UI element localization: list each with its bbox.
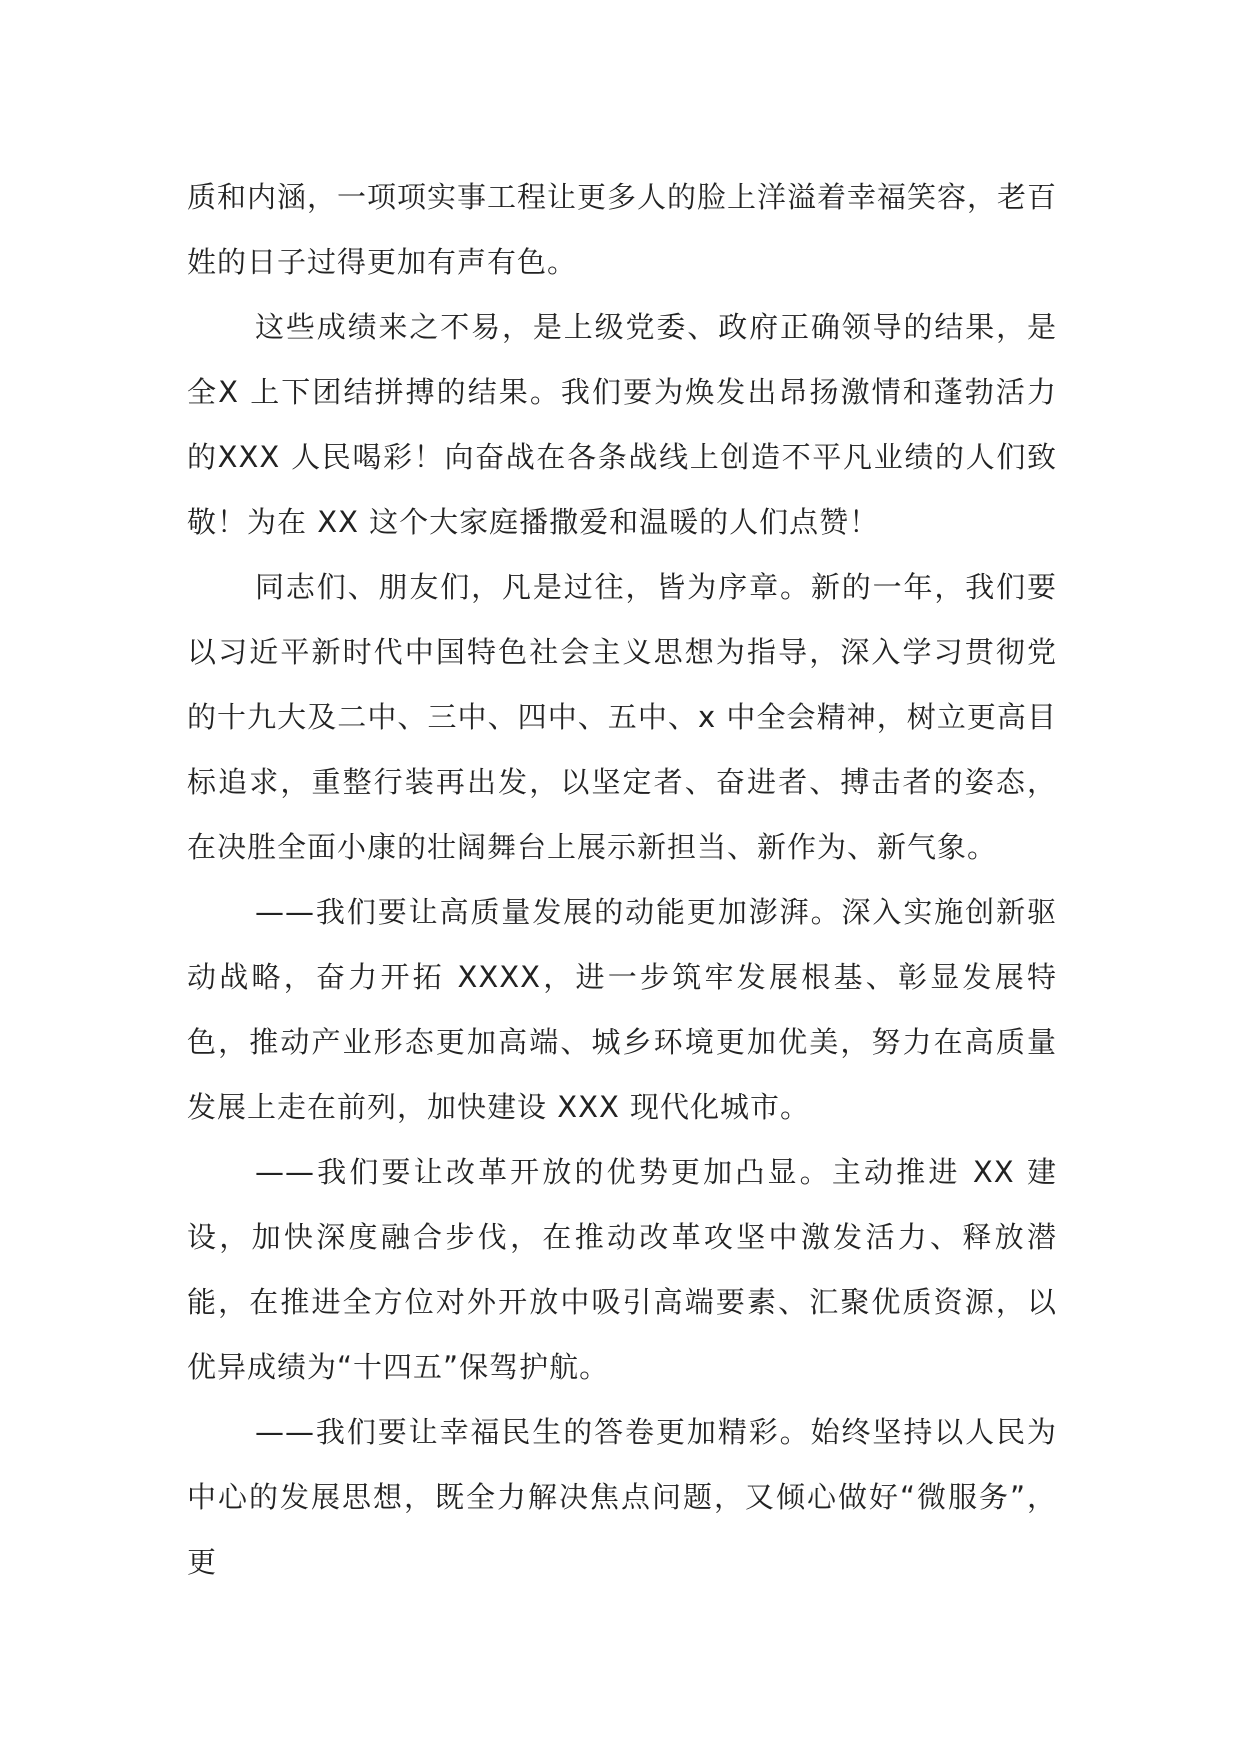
text-line: 为在 XX 这个大家庭播撒爱和温暖的人们点赞！ [247, 505, 880, 539]
text-line: 这些成绩来之不易，是上级党委、政府正确领导的结果，是全 [187, 310, 1057, 409]
text-line: 同志们、朋友们，凡是过往，皆为序章。新的一年，我们要以 [187, 570, 1057, 669]
text-line: 姓的日子过得更加有声有色。 [187, 245, 578, 279]
text-line: 战略，奋力开拓 XXXX，进一步筑牢发展根基、彰显发展特色，推 [187, 960, 1057, 1059]
text-line: 心的发展思想，既全力解决焦点问题，又倾心做好“微服务”，更 [187, 1480, 1057, 1579]
text-line: 进全方位对外开放中吸引高端要素、汇聚优质资源，以优异成绩为 [187, 1285, 1057, 1384]
text-line: 求，重整行装再出发，以坚定者、奋进者、搏击者的姿态，在决胜 [187, 765, 1057, 864]
text-line: ——我们要让改革开放的优势更加凸显。主动推进 XX 建设， [187, 1155, 1057, 1254]
text-line: 加快深度融合步伐，在推动改革攻坚中激发活力、释放潜能，在推 [187, 1220, 1057, 1319]
text-line: ——我们要让幸福民生的答卷更加精彩。始终坚持以人民为中 [187, 1415, 1057, 1514]
paragraph-2 [187, 295, 1057, 555]
paragraph-5 [187, 1140, 1057, 1400]
paragraph-4 [187, 880, 1057, 1140]
text-line: 在前列，加快建设 XXX 现代化城市。 [307, 1090, 811, 1124]
text-line: 动产业形态更加高端、城乡环境更加优美，努力在高质量发展上走 [187, 1025, 1057, 1124]
paragraph-3 [187, 555, 1057, 880]
paragraph-1 [187, 165, 1057, 295]
text-line: 质和内涵，一项项实事工程让更多人的脸上洋溢着幸福笑容，老百 [187, 180, 1058, 214]
text-line: X 上下团结拼搏的结果。我们要为焕发出昂扬激情和蓬勃活力的 [187, 375, 1057, 474]
text-line: 习近平新时代中国特色社会主义思想为指导，深入学习贯彻党的十 [187, 635, 1057, 734]
text-line: ——我们要让高质量发展的动能更加澎湃。深入实施创新驱动 [187, 895, 1057, 994]
text-line: XXX 人民喝彩！向奋战在各条战线上创造不平凡业绩的人们致敬！ [187, 440, 1057, 539]
text-line: “十四五”保驾护航。 [337, 1350, 610, 1384]
paragraph-6 [187, 1400, 1057, 1595]
document-body [187, 165, 1057, 1595]
text-line: 全面小康的壮阔舞台上展示新担当、新作为、新气象。 [277, 830, 998, 864]
text-line: 九大及二中、三中、四中、五中、x 中全会精神，树立更高目标追 [187, 700, 1057, 799]
